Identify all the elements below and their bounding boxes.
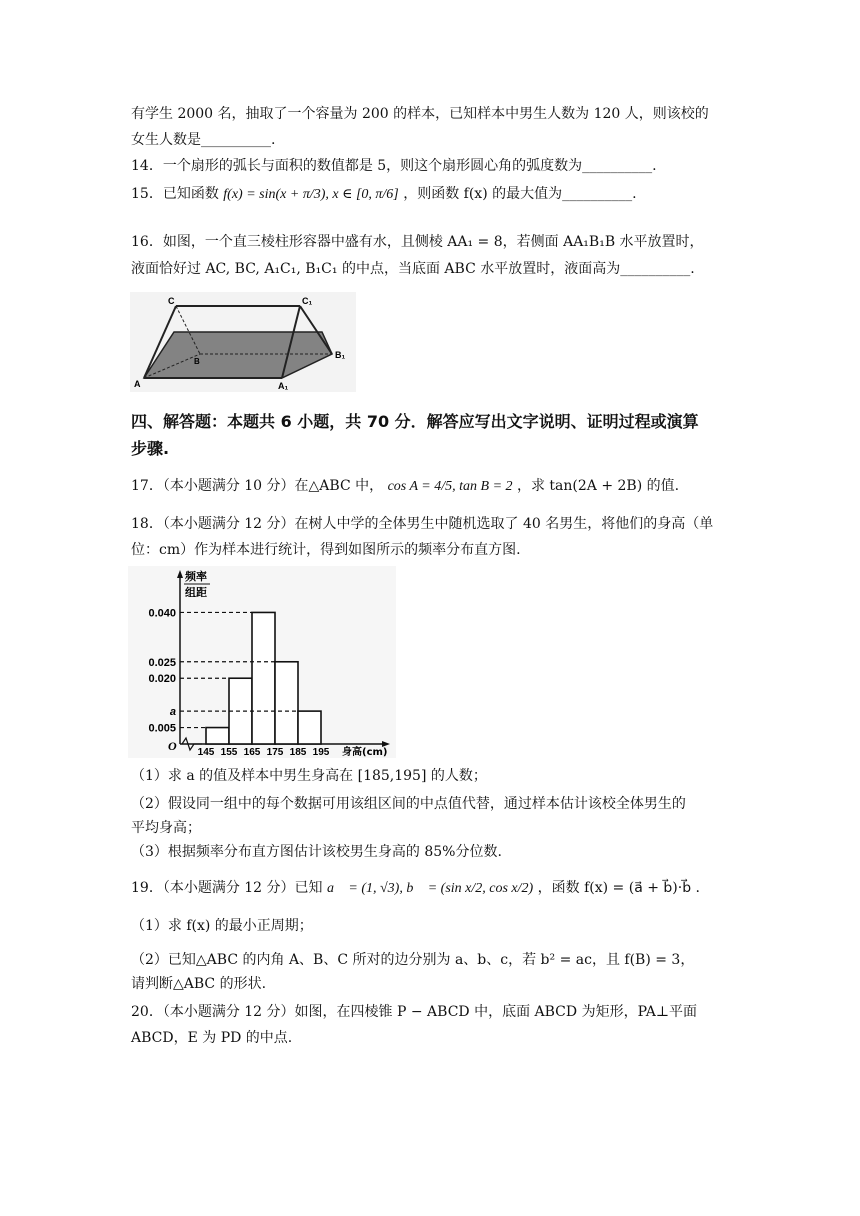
q19-text <box>131 878 700 899</box>
y-label-bottom: 组距 <box>185 586 207 599</box>
section4-heading-line1: 四、解答题：本题共 6 小题，共 70 分．解答应写出文字说明、证明过程或演算 <box>131 412 699 431</box>
x-tick-label: 175 <box>266 747 284 758</box>
prism-figure <box>130 292 356 392</box>
q15-text <box>131 184 637 205</box>
q18-line1: 18．（本小题满分 12 分）在树人中学的全体男生中随机选取了 40 名男生，将他们的身高（单 <box>131 516 714 532</box>
prism-label-c1: C₁ <box>302 296 313 306</box>
prism-label-b: B <box>194 357 200 366</box>
q18-sub1: （1）求 a 的值及样本中男生身高在 [185,195] 的人数； <box>131 768 487 784</box>
x-axis-label: 身高(cm) <box>342 747 388 758</box>
histogram-figure <box>128 566 396 758</box>
q19-lead: 19．（本小题满分 12 分）已知 <box>131 880 323 896</box>
q18-sub2-line1: （2）假设同一组中的每个数据可用该组区间的中点值代替，通过样本估计该校全体男生的 <box>131 796 686 812</box>
y-tick-label: 0.025 <box>148 656 176 669</box>
x-tick-label: 165 <box>243 747 261 758</box>
prism-label-a1: A₁ <box>278 381 289 391</box>
q15-formula: f(x) = sin(x + π/3), x ∈ [0, π/6] <box>223 187 399 202</box>
prism-label-a: A <box>134 379 141 389</box>
histogram-bar <box>298 711 321 744</box>
q14-text: 14．一个扇形的弧长与面积的数值都是 5，则这个扇形圆心角的弧度数为__________. <box>131 158 657 174</box>
x-tick-label: 145 <box>197 747 215 758</box>
q18-line2: 位：cm）作为样本进行统计，得到如图所示的频率分布直方图. <box>131 542 521 558</box>
section4-heading-line2: 步骤. <box>131 439 170 458</box>
q19-sub2-line2: 请判断△ABC 的形状. <box>131 976 267 992</box>
histogram-bar <box>275 662 298 744</box>
q16-line2: 液面恰好过 AC, BC, A₁C₁, B₁C₁ 的中点，当底面 ABC 水平放置时，液面高为__________. <box>131 261 695 277</box>
histogram-bar <box>252 612 275 744</box>
y-label-top: 频率 <box>185 570 207 583</box>
q20-line1: 20．（本小题满分 12 分）如图，在四棱锥 P − ABCD 中，底面 ABCD 为矩形，PA⊥平面 <box>131 1004 697 1020</box>
q18-sub3: （3）根据频率分布直方图估计该校男生身高的 85%分位数. <box>131 844 502 860</box>
prism-label-c: C <box>168 296 175 306</box>
x-tick-label: 155 <box>220 747 238 758</box>
q15-tail: ，则函数 f(x) 的最大值为__________. <box>403 186 637 202</box>
y-tick-label: 0.020 <box>148 673 176 686</box>
y-tick-label: 0.005 <box>148 722 176 735</box>
origin-label: O <box>168 739 177 753</box>
q19-formula: a⃗ = (1, √3), b⃗ = (sin x/2, cos x/2) <box>326 881 534 896</box>
y-tick-label: 0.040 <box>148 607 176 620</box>
prism-label-b1: B₁ <box>335 350 346 360</box>
q19-sub1: （1）求 f(x) 的最小正周期； <box>131 918 313 934</box>
q13-line1: 有学生 2000 名，抽取了一个容量为 200 的样本，已知样本中男生人数为 120 人，则该校的 <box>131 106 709 122</box>
y-tick-label: a <box>169 706 176 719</box>
q17-tail: ，求 tan(2A + 2B) 的值. <box>516 478 680 494</box>
histogram-bar <box>206 728 229 744</box>
q18-sub2-line2: 平均身高； <box>131 820 201 836</box>
x-tick-label: 185 <box>289 747 307 758</box>
q13-line2: 女生人数是__________. <box>131 132 276 148</box>
q19-tail: ，函数 f(x) = (a⃗ + b⃗)·b⃗ . <box>537 880 700 896</box>
q17-text <box>131 476 679 497</box>
q20-line2: ABCD，E 为 PD 的中点. <box>131 1030 293 1046</box>
q17-lead: 17．（本小题满分 10 分）在△ABC 中， <box>131 478 384 494</box>
x-tick-label: 195 <box>312 747 330 758</box>
q15-lead: 15．已知函数 <box>131 186 219 202</box>
q16-line1: 16．如图，一个直三棱柱形容器中盛有水，且侧棱 AA₁ = 8，若侧面 AA₁B₁B 水平放置时， <box>131 234 704 250</box>
q17-formula: cos A = 4/5, tan B = 2 <box>387 479 513 494</box>
q19-sub2-line1: （2）已知△ABC 的内角 A、B、C 所对的边分别为 a、b、c，若 b² = ac，且 f(B) = 3， <box>131 952 695 968</box>
